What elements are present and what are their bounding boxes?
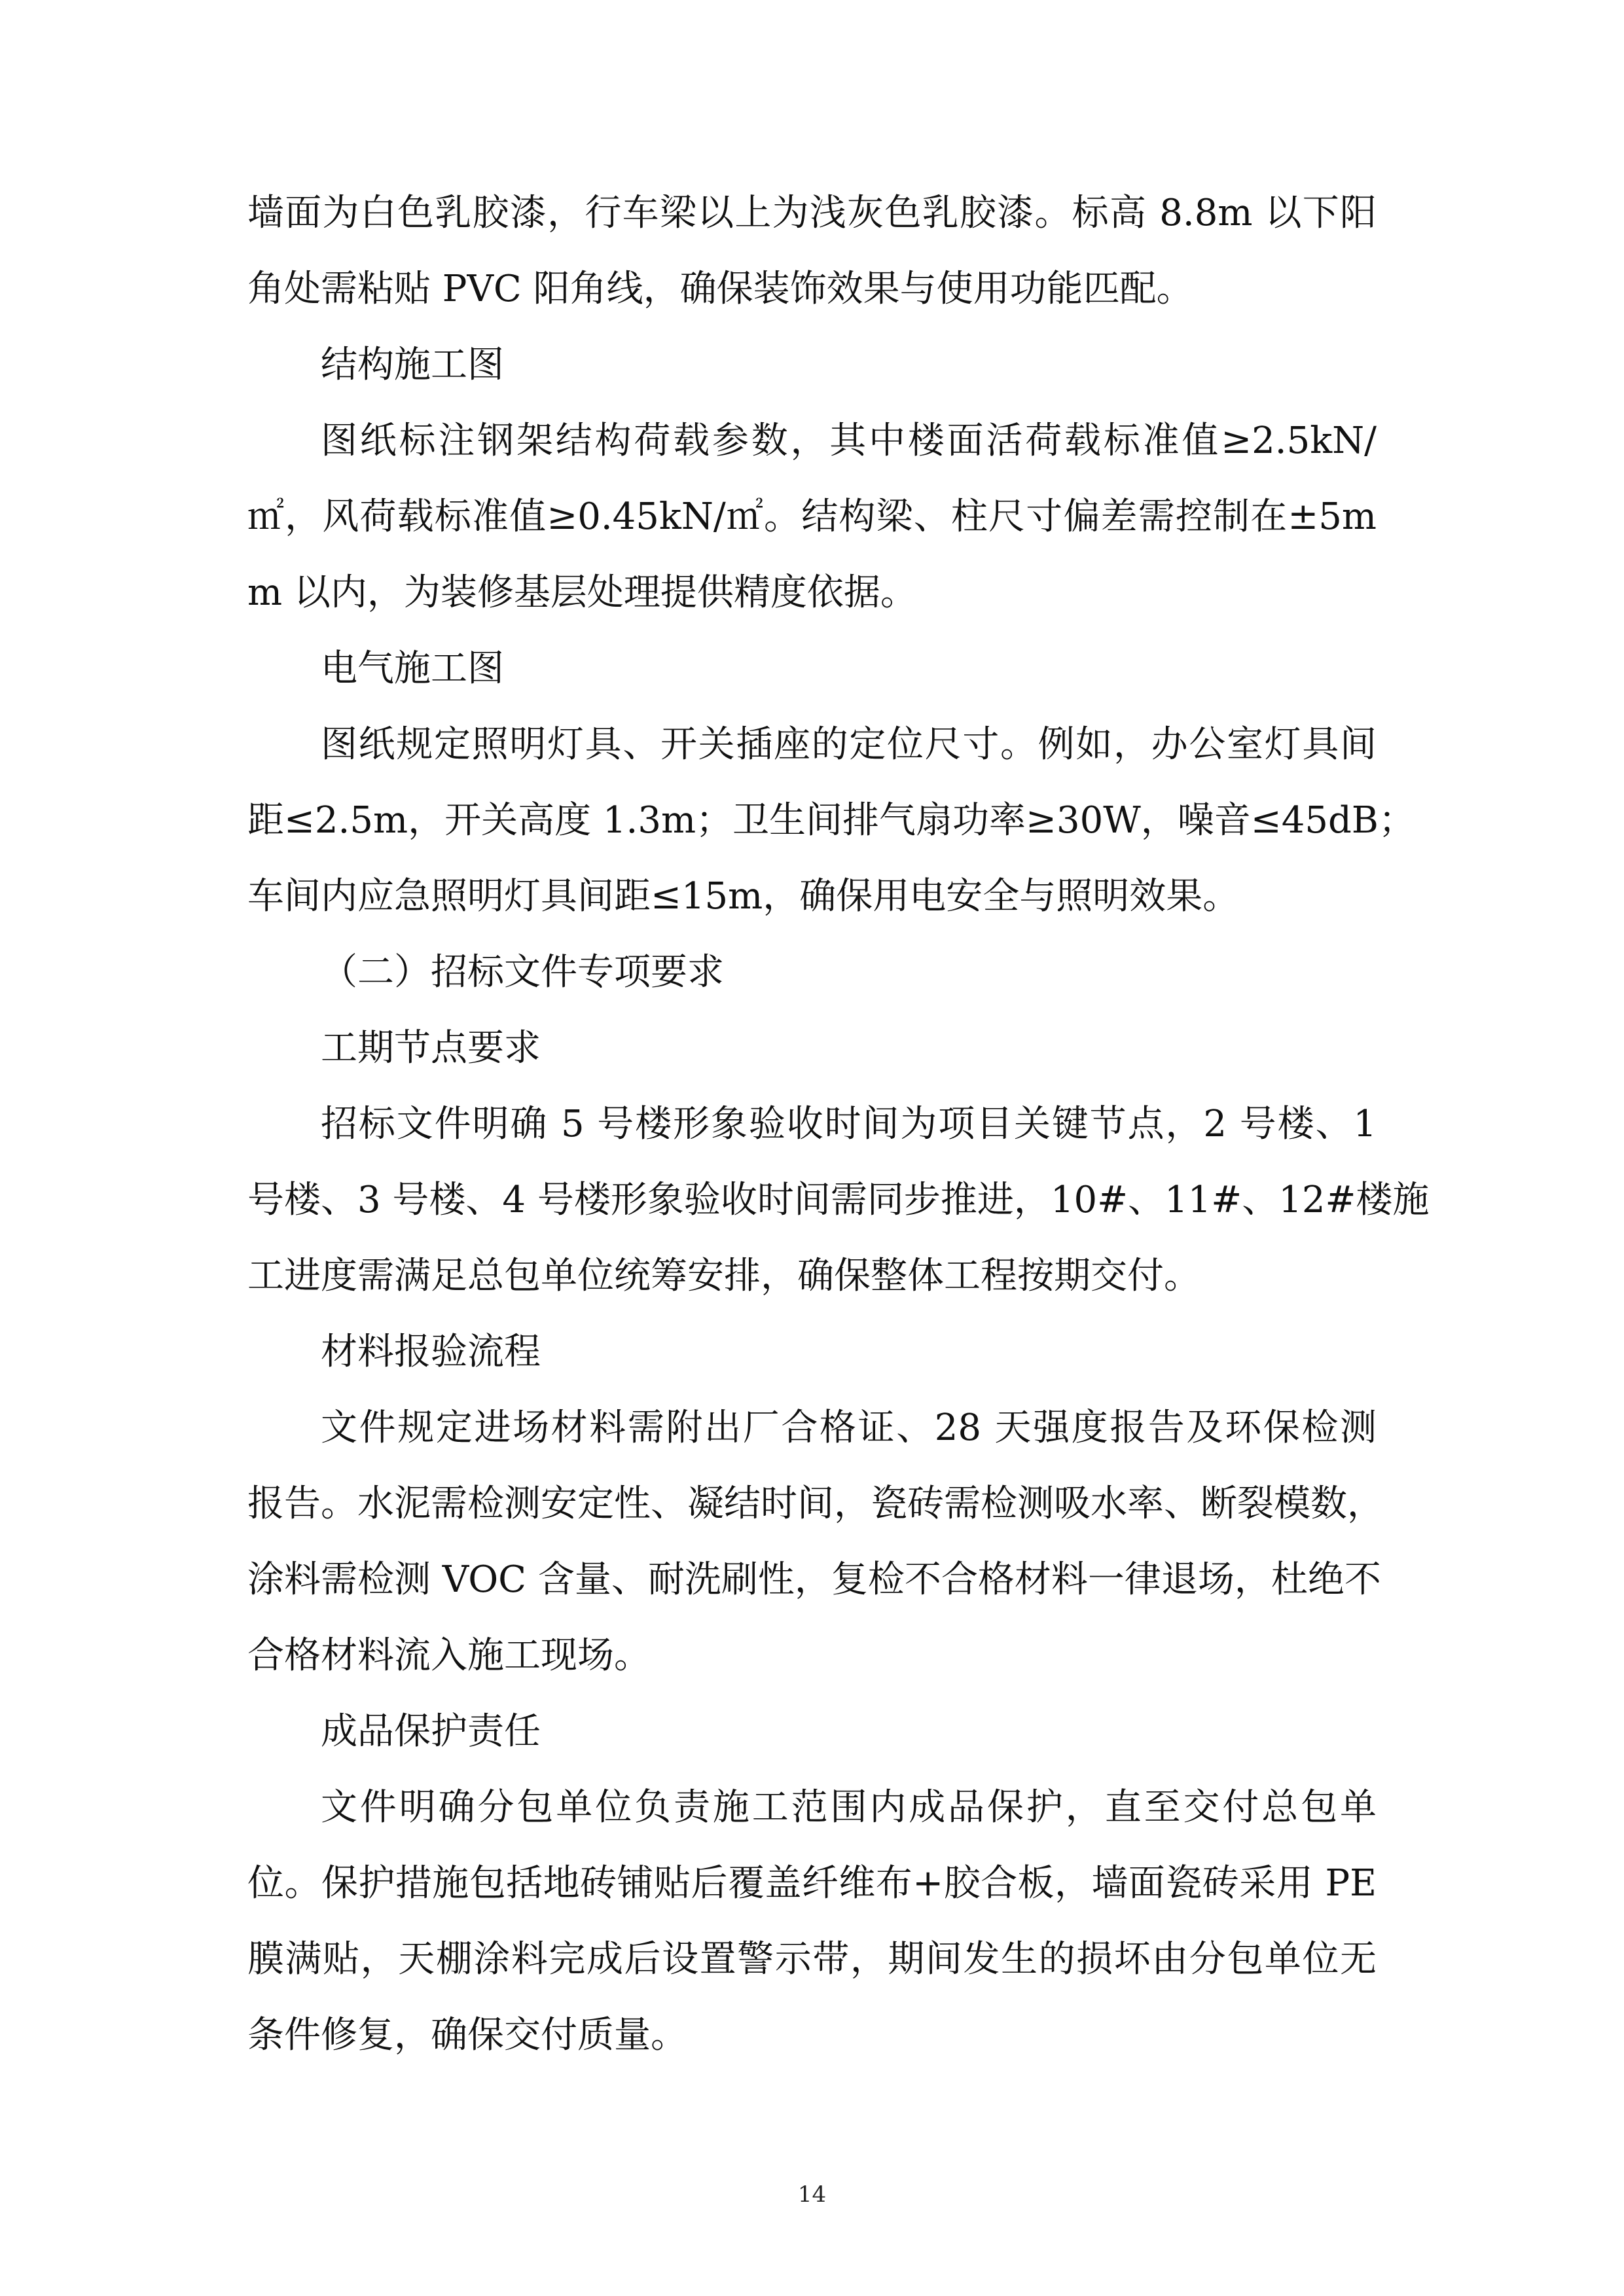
paragraph-protection bbox=[247, 1770, 1377, 2073]
heading-product-protection: 成品保护责任 bbox=[321, 1710, 541, 1753]
paragraph-schedule bbox=[247, 1086, 1430, 1314]
text-line: m 以内，为装修基层处理提供精度依据。 bbox=[247, 571, 917, 614]
body-text bbox=[247, 175, 1430, 2073]
text-line: 角处需粘贴 PVC 阳角线，确保装饰效果与使用功能匹配。 bbox=[247, 268, 1193, 310]
paragraph-electrical bbox=[247, 707, 1415, 935]
text-line: 涂料需检测 VOC 含量、耐洗刷性，复检不合格材料一律退场，杜绝不 bbox=[247, 1558, 1381, 1601]
text-line: ㎡，风荷载标准值≥0.45kN/㎡。结构梁、柱尺寸偏差需控制在±5m bbox=[247, 495, 1377, 538]
heading-schedule-milestones: 工期节点要求 bbox=[321, 1027, 541, 1069]
text-line: 距≤2.5m，开关高度 1.3m；卫生间排气扇功率≥30W，噪音≤45dB； bbox=[247, 799, 1415, 842]
section-heading-tender-requirements: （二）招标文件专项要求 bbox=[321, 951, 724, 994]
text-line: 工进度需满足总包单位统筹安排，确保整体工程按期交付。 bbox=[247, 1255, 1200, 1297]
heading-material-inspection: 材料报验流程 bbox=[321, 1331, 541, 1373]
heading-electrical-drawings: 电气施工图 bbox=[321, 647, 504, 690]
text-line: 报告。水泥需检测安定性、凝结时间，瓷砖需检测吸水率、断裂模数， bbox=[247, 1482, 1384, 1525]
text-line: 文件明确分包单位负责施工范围内成品保护，直至交付总包单 bbox=[321, 1786, 1377, 1829]
text-line: 车间内应急照明灯具间距≤15m，确保用电安全与照明效果。 bbox=[247, 875, 1240, 918]
text-line: 位。保护措施包括地砖铺贴后覆盖纤维布+胶合板，墙面瓷砖采用 PE bbox=[247, 1862, 1377, 1905]
text-line: 墙面为白色乳胶漆，行车梁以上为浅灰色乳胶漆。标高 8.8m 以下阳 bbox=[247, 192, 1377, 234]
paragraph-structure bbox=[247, 403, 1377, 631]
paragraph-wall-finish bbox=[247, 175, 1377, 327]
text-line: 膜满贴，天棚涂料完成后设置警示带，期间发生的损坏由分包单位无 bbox=[247, 1938, 1377, 1981]
heading-structure-drawings: 结构施工图 bbox=[321, 344, 504, 386]
text-line: 招标文件明确 5 号楼形象验收时间为项目关键节点，2 号楼、1 bbox=[321, 1103, 1377, 1145]
text-line: 条件修复，确保交付质量。 bbox=[247, 2014, 687, 2056]
text-line: 号楼、3 号楼、4 号楼形象验收时间需同步推进，10#、11#、12#楼施 bbox=[247, 1179, 1430, 1221]
text-line: 图纸标注钢架结构荷载参数，其中楼面活荷载标准值≥2.5kN/ bbox=[321, 420, 1377, 462]
page-number: 14 bbox=[797, 2181, 827, 2208]
text-line: 文件规定进场材料需附出厂合格证、28 天强度报告及环保检测 bbox=[321, 1407, 1377, 1449]
paragraph-material bbox=[247, 1390, 1384, 1694]
text-line: 合格材料流入施工现场。 bbox=[247, 1634, 651, 1677]
text-line: 图纸规定照明灯具、开关插座的定位尺寸。例如，办公室灯具间 bbox=[321, 723, 1377, 766]
